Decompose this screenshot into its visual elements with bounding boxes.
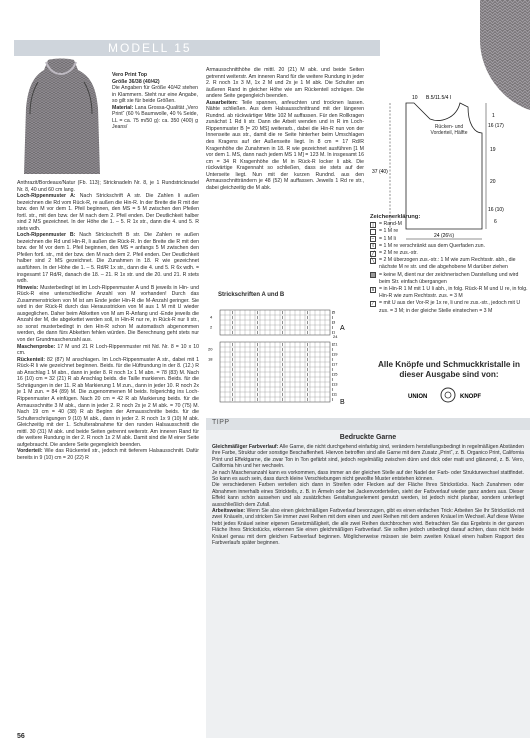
legend-item: [370, 250, 530, 257]
legend-item: [370, 221, 530, 228]
legend-symbol-icon: ∧: [371, 286, 375, 293]
schema-height: 37 (40): [372, 169, 388, 175]
legend-item: [370, 272, 530, 286]
schema-top-dim2: B.5/11.5/4 I: [426, 95, 452, 101]
union-knopf-logo: [400, 387, 496, 403]
product-title: Vero Print Top: [112, 72, 148, 78]
tipp-p4: Wenn Sie also einen gleichmäßigen Farbverlauf bevorzugen, gibt es einen einfachen Trick: Arbeiten Sie Ihr Strickstück mit zwei Knäueln, und stricken Sie immer zwei Reihen mit dem einen und zwei Reihen mit dem anderen Knäuel im Wechsel. Auf diese Weise hebt jedes Knäuel seiner eigenen Gesetzmäßigkeit, die alle zwei Reihen durchbrochen wird. Betrachten Sie das Ergebnis in der ganzen Fläche Ihres Strickstücks, erkennen Sie einen gleichmäßigen Farbverlauf. Sie sollten jedoch unbedingt darauf achten, dass nicht beide Knäuel genau mit dem gleichen Farbverlauf beginnen. Möglicherweise müssen sie beim zweiten Knäuel einen halben Rapport des Farbverlaufs später beginnen.: [212, 508, 524, 547]
left-col-paragraph-heading: Loch-Rippenmuster A:: [17, 193, 76, 199]
size-line: Größe 36/38 (40/42): [112, 78, 160, 85]
material-continuation: Anthrazit/Bordeaux/Natur (Fb. 113); Stricknadeln Nr. 8, je 1 Rundstricknadel Nr. 8, 40 und 60 cm lang.: [17, 180, 199, 193]
model-title: MODELL 15: [108, 41, 192, 55]
schema-v2: 16 (17): [488, 123, 504, 129]
left-col-paragraph-text: Musterbedingt ist im Loch-Rippenmuster A und B jeweils in Hin- und Rück-R eine unterschiedliche Anzahl von M vorhanden! Durch das Zusammenstricken von M ist am Ende jeder Hin-R die M-Anzahl geringer. Sie wird in der Rück-R durch das Herausstricken von M aus 1 M mit U wieder ausgeglichen. Daher beim Abketten von M am R-Anfang und -Ende jeweils die Anzahl der M, die abgekettet werden soll, in Hin-R nur re, in Rück-R nur li str., so sonst musterbedingt in den Hin-R schon M automatisch abgenommen werden, die dann fürs Abketten fehlen würden. Die Berechnung geht stets nur von der Grundmaschenzahl aus.: [17, 284, 199, 344]
schema-v3: 19: [490, 147, 496, 153]
tipp-p3: Die verschiedenen Farben verteilen sich dann in Streifen oder Flecken auf der Fläche Ihres Strickstücks. Nach Zunahmen oder Abnahmen innerhalb eines Strickteils, z. B. in Ärmeln oder bei Jackenvorderteilen, sieht der Farbverlauf wieder ganz anders aus. Dieser Effekt kann schön aussehen und als zusätzliches Gestaltungselement genutzt werden, ist jedoch nicht planbar, sondern unterliegt ausschließlich dem Zufall.: [212, 482, 524, 508]
legend-text: = keine M, dient nur der zeichnerischen Darstellung und wird beim Str. einfach übergangen: [379, 271, 519, 285]
model-header-band: [14, 40, 380, 56]
chart-b-row-label: 24: [333, 334, 338, 339]
middle-column-text: [206, 67, 364, 191]
tipp-header: [206, 418, 530, 430]
schema-v1: 1: [492, 113, 495, 119]
legend-symbol-icon: |: [370, 222, 376, 228]
legend-title: Zeichenerklärung:: [370, 214, 421, 220]
legend-text: = 2 M re zus.-str.: [379, 250, 418, 257]
legend-text: = 1 M re verschränkt aus dem Querfaden zun.: [379, 242, 485, 249]
left-col-paragraph-text: 17 M und 21 R Loch-Rippenmuster mit Nd. Nr. 8 = 10 x 10 cm.: [17, 343, 199, 357]
legend-item: [370, 236, 530, 243]
chart-a-row-label: 3: [333, 319, 336, 325]
mid-col-paragraph-text: Armausschnitthöhe die mittl. 20 (21) M abk. und beide Seiten getrennt weiterstr. Am inneren Rand für die weitere Rundung in jeder 2. R noch 1x 3 M, 1x 2 M und 2x je 1 M abk. Die Schulter am äußeren Rand in gleicher Höhe wie am Rückenteil schrägen. Die andere Seite gegengleich beenden.: [206, 67, 364, 100]
mid-col-paragraph: [206, 100, 364, 192]
legend-symbol-icon: −: [371, 236, 375, 243]
legend-symbol-icon: [370, 272, 376, 278]
left-col-paragraph-heading: Maschenprobe:: [17, 343, 56, 350]
chart-b-row-label: 13: [333, 381, 338, 387]
left-col-paragraph-text: Wie das Rückenteil str., jedoch mit tieferem Halsausschnitt. Dafür bereits in 9 (10) cm = 20 (22) R: [17, 448, 199, 461]
left-col-paragraph: [17, 448, 199, 461]
chart-a-row-label: 2: [210, 324, 213, 330]
schema-v4: 20: [490, 179, 496, 185]
chart-title: Strickschriften A und B: [218, 292, 285, 298]
legend-item: [370, 243, 530, 250]
knitting-charts: [206, 308, 346, 426]
intro-block: [112, 72, 198, 131]
legend-text: = in Hin-R 1 M mit 1 U li abh., in folg. Rück-R M und U re, in folg. Hin-R wie zum Rechtsstr. zus. = 3 M: [379, 286, 528, 300]
chart-a-row-label: 4: [210, 314, 213, 320]
legend-text: = 2 M überzogen zus.-str.: 1 M wie zum Rechtsstr. abh., die nächste M re str. und die abgehobene M darüber ziehen: [379, 257, 516, 271]
page-number: 56: [17, 733, 25, 740]
tipp-p1: Alle Garne, die nicht durchgehend einfarbig sind, verändern herstellungsbedingt in regelmäßigen Abständen ihre Farbe, Struktur oder sonstige Beschaffenheit. Hiervon betroffen sind alle Garne mit dem Zusatz „Print“, z. B. Organico Print, California Print und Effektgarne, die zwar Ton in Ton gefärbt sind, jedoch regelmäßig zwischen dünn und dick oder matt und glänzend, z. B. Vero, California hin und her wechseln.: [212, 444, 524, 470]
left-col-paragraph: [17, 193, 199, 232]
tipp-heading: Bedruckte Garne: [339, 434, 397, 441]
garment-photo: [18, 58, 104, 178]
tipp-p1-bold: Gleichmäßiger Farbverlauf:: [212, 444, 279, 450]
legend-item: [370, 257, 530, 271]
chart-b-label: B: [340, 399, 345, 406]
left-col-paragraph: [17, 344, 199, 357]
legend: [370, 214, 530, 315]
chart-b-row-label: 15: [333, 371, 338, 377]
tipp-p2: Je nach Maschenanzahl kann es vorkommen, dass immer an der gleichen Stelle auf der Nadel der Farb- oder Strukturwechsel stattfindet. So kann es auch sein, dass durch kleine Verschiebungen nicht gewollte Muster entstehen können.: [212, 469, 524, 483]
legend-symbol-icon: [370, 229, 376, 235]
material-label: Material:: [112, 104, 134, 111]
left-col-paragraph-heading: Rückenteil:: [17, 356, 45, 363]
brand-line: Alle Knöpfe und Schmuckkristalle in dieser Ausgabe sind von:: [378, 360, 520, 379]
legend-text: = mit U aus der Vor-R je 1x re, li und re zus.-str., jedoch mit U zus. = 3 M; in der gleiche Stelle einstechen = 3 M: [379, 300, 521, 314]
legend-symbol-icon: ⁄: [370, 301, 376, 307]
left-col-paragraph-heading: Hinweis:: [17, 284, 39, 291]
legend-symbol-icon: ℓ: [370, 243, 376, 249]
left-col-paragraph: [17, 285, 199, 344]
brand-notice: [368, 360, 530, 380]
svg-text:UNION: UNION: [408, 394, 428, 400]
legend-item: [370, 228, 530, 235]
schema-v6: 6: [494, 219, 497, 225]
schema-width: 24 (26½): [434, 233, 455, 239]
mid-col-paragraph-heading: Ausarbeiten:: [206, 99, 238, 106]
chart-b-row-label: 19: [333, 351, 338, 357]
legend-text: = Rand-M: [379, 221, 402, 228]
chart-a-row-label: 5: [333, 309, 336, 315]
legend-symbol-icon: ╲: [371, 257, 375, 264]
left-col-paragraph-text: 82 (87) M anschlagen. Im Loch-Rippenmuster A str., dabei mit 1 Rück-R li wie gezeichnet beginnen. Beids. für die Hüftrundung in der 8. (12.) R ab Anschlag 1 M abn., dann in jeder 8. R noch 1x 1 M abn. = 78 (83) M. Nach 16 (10) cm = 32 (21) R ab Anschlag beids. die Taille markieren. Beids. für die Schrägungen in der 11. R ab Markierung 1 M zun., dann in jeder 10. R noch 2x je 1 M zun. = 84 (89) M. Die zugenommenen M beids. folgerichtig ins Loch-Rippenmuster A einfügen. Nach 20 cm = 42 R ab Markierung beids. für die Armausschnitte 3 M abk., dann in jeder 2. R noch 2x je 2 M abk. = 70 (75) M. Nach 19 cm = 40 (38) R ab Beginn der Armausschnitte beids. für die Schulterschrägungen 9 (10) M abk., dann in jeder 2. R noch 1x 9 (10) M abk. Gleichzeitig mit der 1. Schulterabnahme für den runden Halsausschnitt die mittl. 30 (31) M abk. und beide Seiten getrennt weiterstr. Am inneren Rand für die weitere Rundung in der 2. R noch 1x 2 M abk. Damit sind die M einer Seite aufgebraucht. Die andere Seite gegengleich beenden.: [17, 356, 199, 448]
legend-text: = 1 M re: [379, 228, 399, 235]
schema-top-dim: 10: [412, 95, 418, 101]
left-column-text: [17, 193, 199, 461]
material-text: Lana Grossa-Qualität „Vero Print“ (60 % Baumwolle, 40 % Seide, LL = ca. 75 m/50 g): ca. 350 (400) g Jeans/: [112, 104, 198, 131]
left-col-paragraph-text: Nach Strickschrift B str. Die Zahlen re außen bezeichnen die Rd und Hin-R, li außen die Rück-R. In der Breite die R mit den bzw. der M vor dem 1. Pfeil beginnen, den MS = anfangs 5 M zwischen den Pfeilen fortl. str., mit der bzw. den M nach dem 2. Pfeil enden. Der Deutlichkeit halber sind 2 MS gezeichnet. Die Zunahmen in 18. R wie gezeichnet ausführen. In der Höhe die 1. – 5. Rd/R 1x str., dann die 4. und 5. R 6x wdh. = insgesamt 17 Rd/R, danach die 18. – 21. R 1x str. und die 20. und 21. R stets wdh.: [17, 232, 199, 285]
tipp-p4-bold: Arbeitsweise:: [212, 508, 246, 515]
chart-a-row-label: 1: [333, 329, 336, 335]
chart-b-row-label: 11: [333, 391, 338, 397]
mid-col-paragraph: [206, 67, 364, 100]
tipp-label: TIPP: [212, 419, 230, 426]
left-col-paragraph-text: Nach Strickschrift A str. Die Zahlen li außen bezeichnen die Rd vom Rück-R, re außen die Hin-R. In der Breite die R mit der bzw. den M vor dem 1. Pfeil beginnen, den MS = 5 M zwischen den Pfeilen fortl. str., mit den bzw. der M nach dem 2. Pfeil enden. Der Deutlichkeit halber sind 2 MS gezeichnet. In der Höhe die 1. – 5. R 1x str., dann die 4. und 5. R stets wdh.: [17, 193, 200, 232]
chart-a-label: A: [340, 325, 345, 332]
legend-item: [370, 286, 530, 300]
chart-b-row-label: 17: [333, 361, 338, 367]
svg-text:KNOPF: KNOPF: [460, 394, 481, 400]
left-col-paragraph: [17, 357, 199, 449]
chart-b-row-label: 21: [333, 341, 338, 347]
schema-v5: 16 (10): [488, 207, 504, 213]
size-text: Die Angaben für Größe 40/42 stehen in Klammern. Steht nur eine Angabe, so gilt sie für beide Größen.: [112, 85, 198, 105]
left-col-paragraph: [17, 232, 199, 284]
legend-item: [370, 300, 530, 314]
chart-b-row-label: 20: [208, 346, 213, 352]
chart-b-row-label: 18: [208, 356, 213, 362]
legend-text: = 1 M li: [379, 235, 396, 242]
schema-center-label: Rücken- und Vorderteil, Hälfte: [430, 124, 468, 136]
left-col-paragraph-heading: Vorderteil:: [17, 448, 43, 455]
tipp-text: [212, 444, 524, 547]
legend-symbol-icon: ╱: [371, 250, 375, 257]
mid-col-paragraph-text: Teile spannen, anfeuchten und trocknen lassen. Nähte schließen. Aus dem Halsausschnittrand mit der längeren Rundnd. ab rückwärtiger Mitte 102 M auffassen. Für den Rollkragen zunächst 1 Rd li str. Dann die Arbeit wenden und in R im Loch-Rippenmuster B [= 20 MS] weiterarb., dabei die Hin-R nun von der Innenseite aus str., damit die re Seite hinterher beim Umschlagen des Kragens auf der Außenseite liegt. In 8 cm = 17 Rd/R Kragenhöhe die Zunahmen in 18. R wie gezeichnet ausführen [1 M vor dem 1. MS, dann nach jedem MS 1 M] = 123 M. In insgesamt 16 cm = 34 R Kragenhöhe die M in Rück-R locker li abk. Die rückwärtige Kragennaht so schließen, dass sie stets auf der Unterseite liegt. Nun mit der kurzen Rundnd. aus den Armausschnitträndern je 48 (52) M auffassen. Jeweils 1 Rd re str., dabei gleichzeitig die M abk.: [206, 99, 364, 191]
left-col-paragraph-heading: Loch-Rippenmuster B:: [17, 232, 76, 239]
